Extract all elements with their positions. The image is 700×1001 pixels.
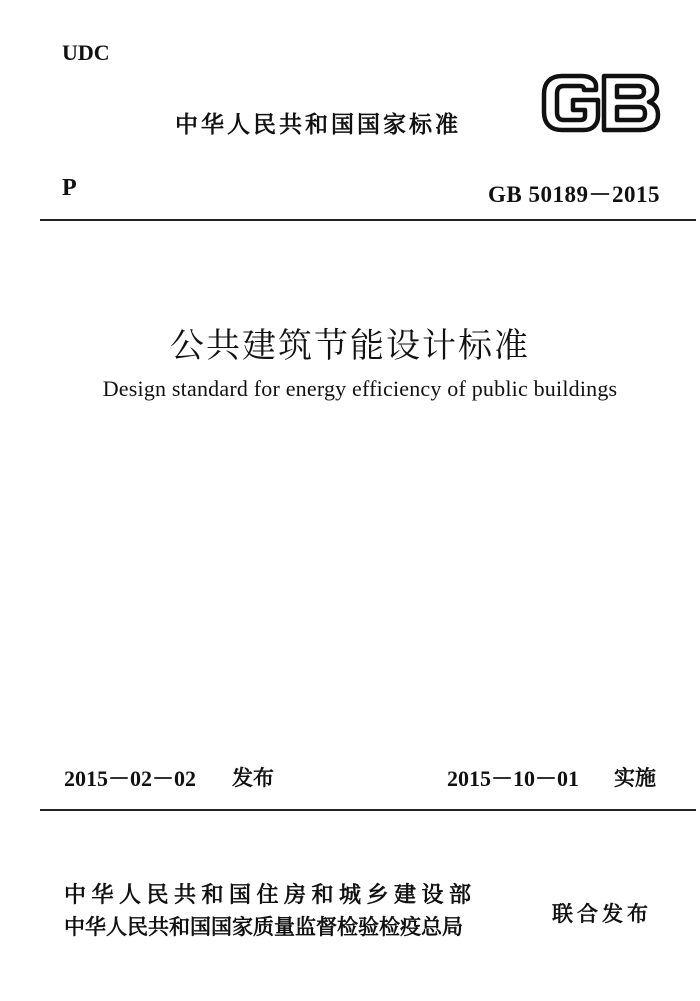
top-divider: [40, 219, 696, 221]
joint-issue-label: 联合发布: [552, 902, 652, 926]
national-standard-heading: 中华人民共和国国家标准: [175, 112, 461, 138]
effective-date: 2015－10－01: [447, 766, 580, 791]
effective-label: 实施: [614, 766, 656, 790]
document-title-chinese: 公共建筑节能设计标准: [170, 326, 530, 366]
issuer-ministry: 中华人民共和国住房和城乡建设部: [64, 883, 477, 908]
gb-logo-icon: [540, 72, 662, 134]
category-code: P: [62, 175, 77, 201]
standard-number: GB 50189－2015: [488, 182, 660, 207]
issue-date: 2015－02－02: [64, 766, 197, 791]
document-title-english: Design standard for energy efficiency of public buildings: [102, 376, 618, 401]
bottom-divider: [40, 809, 696, 811]
issue-label: 发布: [232, 766, 274, 790]
udc-label: UDC: [62, 40, 110, 65]
issuer-aqsiq: 中华人民共和国国家质量监督检验检疫总局: [64, 915, 463, 939]
